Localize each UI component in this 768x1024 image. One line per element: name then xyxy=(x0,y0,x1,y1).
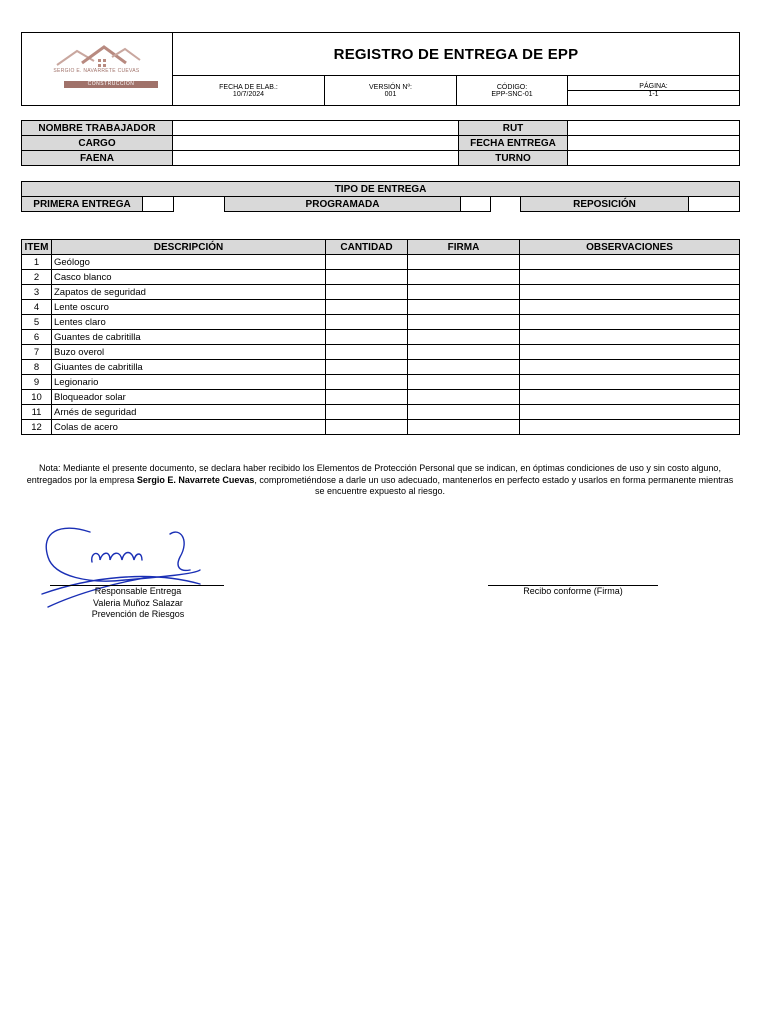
cantidad-cell[interactable] xyxy=(326,420,408,435)
item-description: Zapatos de seguridad xyxy=(52,285,326,300)
primera-entrega-checkbox[interactable] xyxy=(143,197,174,212)
cantidad-cell[interactable] xyxy=(326,330,408,345)
nombre-trabajador-label: NOMBRE TRABAJADOR xyxy=(22,121,173,136)
pagina-label: PÁGINA: xyxy=(568,76,740,91)
firma-cell[interactable] xyxy=(408,405,520,420)
item-number: 4 xyxy=(22,300,52,315)
fecha-entrega-field[interactable] xyxy=(568,136,740,151)
epp-items-table xyxy=(21,239,740,435)
cargo-label: CARGO xyxy=(22,136,173,151)
cantidad-cell[interactable] xyxy=(326,285,408,300)
rut-label: RUT xyxy=(459,121,568,136)
item-number: 8 xyxy=(22,360,52,375)
firma-cell[interactable] xyxy=(408,330,520,345)
item-number: 7 xyxy=(22,345,52,360)
fecha-elab-value: 10/7/2024 xyxy=(173,91,325,106)
firma-cell[interactable] xyxy=(408,285,520,300)
tipo-entrega-table xyxy=(21,181,740,212)
company-logo xyxy=(22,33,173,106)
table-row xyxy=(22,330,740,345)
table-row xyxy=(22,315,740,330)
document-header xyxy=(21,32,740,106)
firma-cell[interactable] xyxy=(408,375,520,390)
version-value: 001 xyxy=(325,91,457,106)
legal-note xyxy=(21,463,739,498)
item-header: ITEM xyxy=(22,240,52,255)
tipo-entrega-title: TIPO DE ENTREGA xyxy=(22,182,740,197)
table-row xyxy=(22,255,740,270)
table-row xyxy=(22,390,740,405)
firma-cell[interactable] xyxy=(408,420,520,435)
faena-label: FAENA xyxy=(22,151,173,166)
primera-entrega-label: PRIMERA ENTREGA xyxy=(22,197,143,212)
firma-cell[interactable] xyxy=(408,360,520,375)
observaciones-cell[interactable] xyxy=(520,255,740,270)
item-description: Buzo overol xyxy=(52,345,326,360)
programada-label: PROGRAMADA xyxy=(225,197,461,212)
item-description: Bloqueador solar xyxy=(52,390,326,405)
rut-field[interactable] xyxy=(568,121,740,136)
item-description: Giuantes de cabritilla xyxy=(52,360,326,375)
observaciones-cell[interactable] xyxy=(520,315,740,330)
item-description: Colas de acero xyxy=(52,420,326,435)
firma-header: FIRMA xyxy=(408,240,520,255)
firma-cell[interactable] xyxy=(408,315,520,330)
item-number: 1 xyxy=(22,255,52,270)
item-number: 2 xyxy=(22,270,52,285)
pagina-value: 1-1 xyxy=(568,91,740,106)
item-description: Arnés de seguridad xyxy=(52,405,326,420)
cantidad-cell[interactable] xyxy=(326,255,408,270)
observaciones-cell[interactable] xyxy=(520,360,740,375)
programada-checkbox[interactable] xyxy=(461,197,491,212)
turno-label: TURNO xyxy=(459,151,568,166)
item-description: Geólogo xyxy=(52,255,326,270)
item-number: 3 xyxy=(22,285,52,300)
item-description: Lentes claro xyxy=(52,315,326,330)
cantidad-header: CANTIDAD xyxy=(326,240,408,255)
cantidad-cell[interactable] xyxy=(326,405,408,420)
cantidad-cell[interactable] xyxy=(326,390,408,405)
observaciones-cell[interactable] xyxy=(520,390,740,405)
faena-field[interactable] xyxy=(173,151,459,166)
codigo-label: CÓDIGO: xyxy=(457,76,568,91)
table-row xyxy=(22,375,740,390)
note-text-2: , comprometiéndose a darle un uso adecuado, mantenerlos en perfecto estado y usarlos en forma permanente mientras se encuentre expuesto al riesgo. xyxy=(254,474,734,496)
turno-field[interactable] xyxy=(568,151,740,166)
item-number: 6 xyxy=(22,330,52,345)
note-text-1: Nota: Mediante el presente documento, se declara haber recibido los Elementos de Protección Personal que se indican, en óptimas condiciones de uso y sin costo alguno, entregados por la empresa xyxy=(26,463,721,485)
responsable-department: Prevención de Riesgos xyxy=(91,609,185,619)
item-number: 5 xyxy=(22,315,52,330)
version-label: VERSIÓN Nº: xyxy=(325,76,457,91)
spacer xyxy=(491,197,521,212)
fecha-elab-label: FECHA DE ELAB.: xyxy=(173,76,325,91)
table-row xyxy=(22,360,740,375)
cargo-field[interactable] xyxy=(173,136,459,151)
item-description: Legionario xyxy=(52,375,326,390)
table-row xyxy=(22,285,740,300)
table-row xyxy=(22,420,740,435)
item-number: 11 xyxy=(22,405,52,420)
item-number: 12 xyxy=(22,420,52,435)
observaciones-cell[interactable] xyxy=(520,375,740,390)
item-description: Guantes de cabritilla xyxy=(52,330,326,345)
fecha-entrega-label: FECHA ENTREGA xyxy=(459,136,568,151)
reposicion-label: REPOSICIÓN xyxy=(521,197,689,212)
observaciones-cell[interactable] xyxy=(520,270,740,285)
cantidad-cell[interactable] xyxy=(326,345,408,360)
item-description: Lente oscuro xyxy=(52,300,326,315)
responsable-name: Valeria Muñoz Salazar xyxy=(93,597,183,608)
cantidad-cell[interactable] xyxy=(326,300,408,315)
firma-cell[interactable] xyxy=(408,345,520,360)
recibo-signature-label: Recibo conforme (Firma) xyxy=(523,586,623,596)
responsable-role: Responsable Entrega xyxy=(94,586,182,596)
observaciones-cell[interactable] xyxy=(520,285,740,300)
codigo-value: EPP-SNC-01 xyxy=(457,91,568,106)
observaciones-cell[interactable] xyxy=(520,405,740,420)
table-row xyxy=(22,345,740,360)
table-row xyxy=(22,405,740,420)
item-description: Casco blanco xyxy=(52,270,326,285)
reposicion-checkbox[interactable] xyxy=(689,197,740,212)
cantidad-cell[interactable] xyxy=(326,270,408,285)
observaciones-cell[interactable] xyxy=(520,330,740,345)
document-title: REGISTRO DE ENTREGA DE EPP xyxy=(173,33,740,76)
table-row xyxy=(22,300,740,315)
item-number: 10 xyxy=(22,390,52,405)
firma-cell[interactable] xyxy=(408,255,520,270)
note-company: Sergio E. Navarrete Cuevas xyxy=(136,474,255,485)
observaciones-cell[interactable] xyxy=(520,345,740,360)
descripcion-header: DESCRIPCIÓN xyxy=(52,240,326,255)
worker-info-table xyxy=(21,120,740,166)
table-row xyxy=(22,270,740,285)
observaciones-cell[interactable] xyxy=(520,300,740,315)
observaciones-header: OBSERVACIONES xyxy=(520,240,740,255)
firma-cell[interactable] xyxy=(408,390,520,405)
firma-cell[interactable] xyxy=(408,270,520,285)
observaciones-cell[interactable] xyxy=(520,420,740,435)
cantidad-cell[interactable] xyxy=(326,375,408,390)
responsable-signature-text xyxy=(58,586,218,621)
nombre-trabajador-field[interactable] xyxy=(173,121,459,136)
firma-cell[interactable] xyxy=(408,300,520,315)
company-subtitle: CONSTRUCCIÓN xyxy=(87,81,135,87)
cantidad-cell[interactable] xyxy=(326,315,408,330)
item-number: 9 xyxy=(22,375,52,390)
cantidad-cell[interactable] xyxy=(326,360,408,375)
company-name: SERGIO E. NAVARRETE CUEVAS xyxy=(53,68,140,74)
spacer xyxy=(174,197,225,212)
